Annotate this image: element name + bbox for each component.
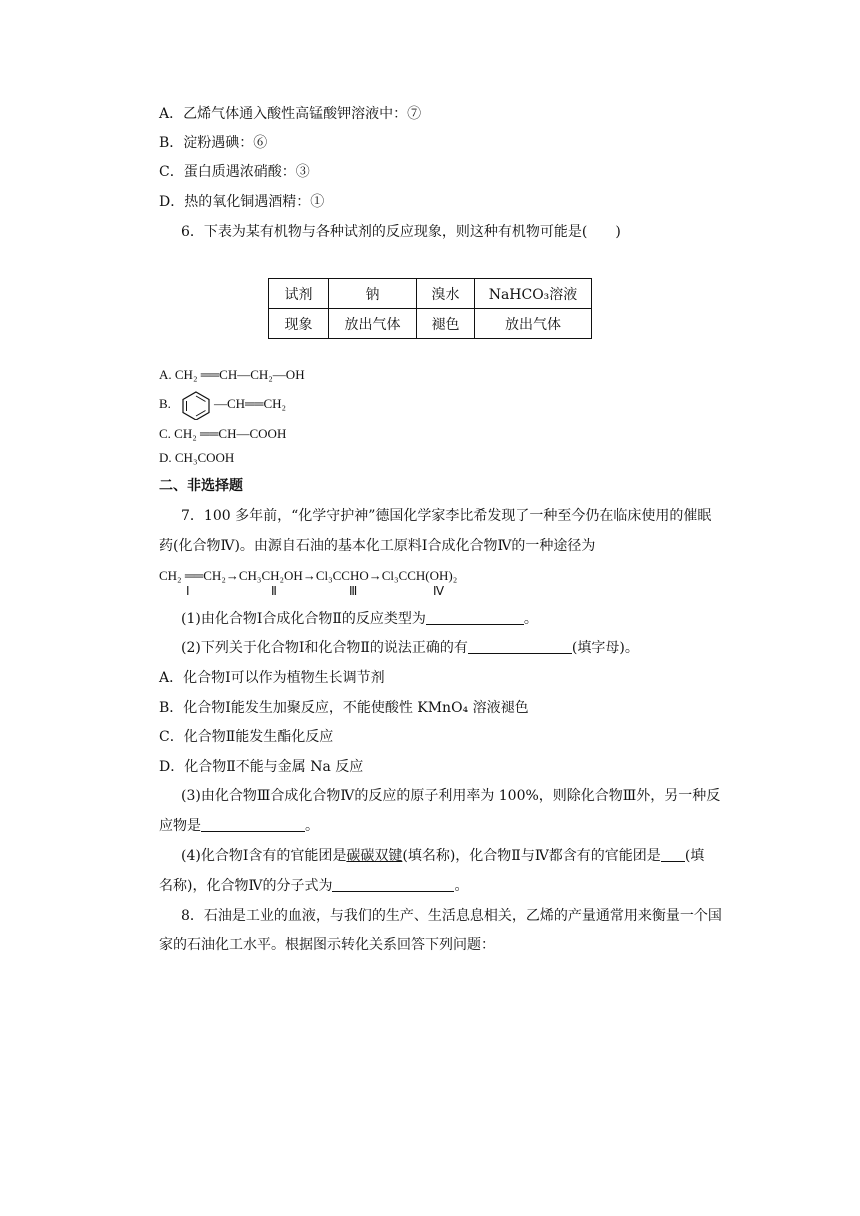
q7-part3-line1: (3)由化合物Ⅲ合成化合物Ⅳ的反应的原子利用率为 100%，则除化合物Ⅲ外，另一种反 [181, 788, 721, 804]
q7-option-a: A．化合物Ⅰ可以作为植物生长调节剂 [159, 670, 385, 686]
benzene-ring-icon [178, 390, 214, 420]
table-cell: 溴水 [417, 279, 475, 309]
q5-option-c: C．蛋白质遇浓硝酸：③ [159, 164, 310, 180]
filled-answer: 碳碳双键 [346, 848, 403, 864]
route-label-1: Ⅰ [186, 584, 190, 598]
table-cell: NaHCO₃溶液 [475, 279, 592, 309]
q6-option-c: C. CH₂ ══CH—COOH [159, 426, 287, 441]
route-label-2: Ⅱ [271, 584, 277, 598]
reagent-table [268, 278, 592, 339]
q7-part1: (1)由化合物Ⅰ合成化合物Ⅱ的反应类型为 。 [181, 611, 538, 627]
q7-part3-line2: 应物是 。 [159, 818, 319, 834]
table-cell: 放出气体 [475, 309, 592, 339]
answer-blank[interactable] [426, 610, 524, 625]
q7-option-b: B．化合物Ⅰ能发生加聚反应，不能使酸性 KMnO₄ 溶液褪色 [159, 700, 529, 716]
answer-blank[interactable] [661, 847, 685, 862]
q6-option-b-formula: —CH══CH₂ [214, 396, 287, 411]
q7-part4-line1: (4)化合物Ⅰ含有的官能团是碳碳双键(填名称)，化合物Ⅱ与Ⅳ都含有的官能团是 (填 [181, 848, 705, 864]
answer-blank[interactable] [468, 639, 572, 654]
table-cell: 褪色 [417, 309, 475, 339]
q7-part4-line2: 名称)，化合物Ⅳ的分子式为 。 [159, 878, 469, 894]
q5-option-d: D．热的氧化铜遇酒精：① [159, 194, 325, 210]
table-cell: 放出气体 [329, 309, 417, 339]
section-heading: 二、非选择题 [159, 478, 243, 494]
table-cell: 钠 [329, 279, 417, 309]
answer-blank[interactable] [201, 817, 305, 832]
q7-stem-line1: 7．100 多年前，“化学守护神”德国化学家李比希发现了一种至今仍在临床使用的催眠 [181, 508, 712, 524]
synthesis-route: CH₂ ══CH₂→CH₃CH₂OH→Cl₃CCHO→Cl₃CCH(OH)₂ [159, 568, 458, 583]
q5-option-b: B．淀粉遇碘：⑥ [159, 135, 268, 151]
q6-option-a: A. CH₂ ══CH—CH₂—OH [159, 367, 305, 382]
q8-stem-line1: 8．石油是工业的血液，与我们的生产、生活息息相关，乙烯的产量通常用来衡量一个国 [181, 908, 722, 924]
q7-part2: (2)下列关于化合物Ⅰ和化合物Ⅱ的说法正确的有 (填字母)。 [181, 640, 639, 656]
q7-option-c: C．化合物Ⅱ能发生酯化反应 [159, 729, 334, 745]
q7-option-d: D．化合物Ⅱ不能与金属 Na 反应 [159, 759, 364, 775]
q6-stem: 6．下表为某有机物与各种试剂的反应现象，则这种有机物可能是( ) [181, 224, 621, 240]
table-cell: 现象 [269, 309, 329, 339]
q5-option-a: A．乙烯气体通入酸性高锰酸钾溶液中：⑦ [159, 106, 422, 122]
q7-stem-line2: 药(化合物Ⅳ)。由源自石油的基本化工原料Ⅰ合成化合物Ⅳ的一种途径为 [159, 538, 596, 554]
q8-stem-line2: 家的石油化工水平。根据图示转化关系回答下列问题： [159, 937, 495, 953]
route-label-3: Ⅲ [349, 584, 358, 598]
route-label-4: Ⅳ [433, 584, 445, 598]
q6-option-d: D. CH₃COOH [159, 450, 235, 465]
answer-blank[interactable] [332, 877, 454, 892]
table-cell: 试剂 [269, 279, 329, 309]
q6-option-b: B. [159, 396, 171, 411]
